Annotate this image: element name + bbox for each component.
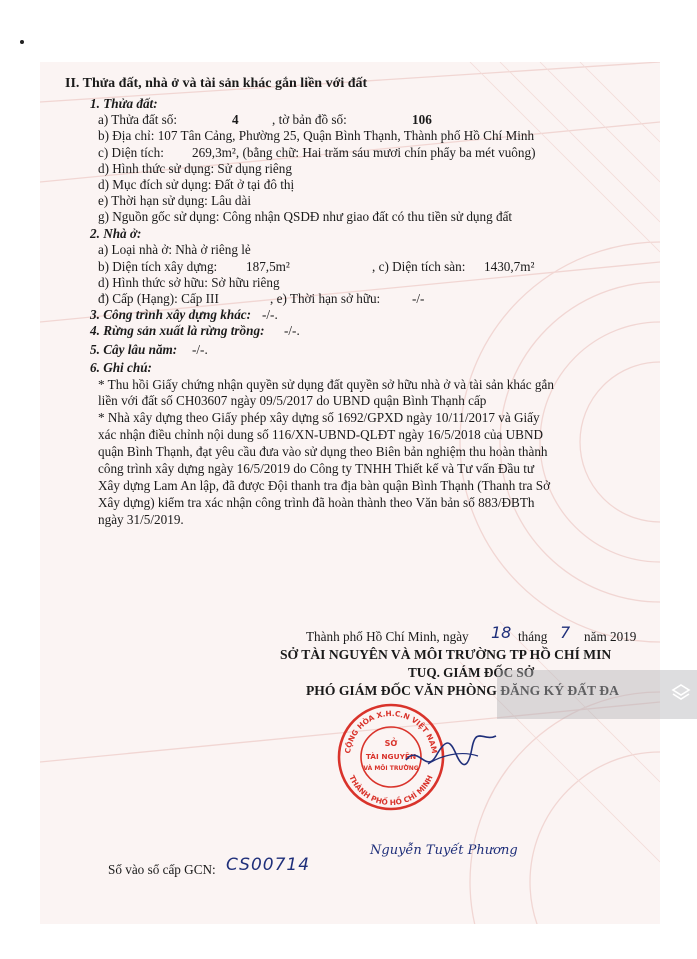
overlay-banner	[497, 670, 697, 719]
signer-name: Nguyễn Tuyết Phương	[370, 843, 518, 858]
note-line: * Thu hồi Giấy chứng nhận quyền sử dụng đất quyền sở hữu nhà ở và tài sản khác gắn	[98, 377, 554, 392]
house-grade: đ) Cấp (Hạng): Cấp III	[98, 291, 219, 306]
land-use-term: e) Thời hạn sử dụng: Lâu dài	[98, 193, 252, 208]
other-construction-value: -/-.	[262, 307, 278, 322]
note-line: Xây dựng) kiểm tra xác nhận công trình đã hoàn thành theo Văn bản số 883/ĐBTh	[98, 495, 535, 510]
house-heading: 2. Nhà ở:	[90, 226, 142, 241]
land-address: b) Địa chỉ: 107 Tân Cảng, Phường 25, Quận Bình Thạnh, Thành phố Hồ Chí Minh	[98, 128, 535, 143]
note-line: * Nhà xây dựng theo Giấy phép xây dựng số 1692/GPXD ngày 10/11/2017 và Giấy	[98, 410, 540, 425]
note-line: liền với đất số CH03607 ngày 09/5/2017 do UBND quận Bình Thạnh cấp	[98, 393, 487, 408]
date-day: 18	[491, 623, 512, 642]
seal-bottom-text: THÀNH PHỐ HỒ CHÍ MINH	[347, 773, 435, 808]
department-name: SỞ TÀI NGUYÊN VÀ MÔI TRƯỜNG TP HỒ CHÍ MIN	[280, 647, 612, 662]
seal-top-text: CỘNG HÒA X.H.C.N VIỆT NAM	[343, 708, 439, 755]
land-parcel-number: 4	[232, 112, 239, 127]
note-line: xác nhận điều chỉnh nội dung số 116/XN-UBND-QLĐT ngày 16/5/2018 của UBND	[98, 427, 544, 442]
note-line: công trình xây dựng ngày 16/5/2019 do Công ty TNHH Thiết kế và Tư vấn Đầu tư	[98, 461, 535, 476]
house-term-value: -/-	[412, 291, 425, 306]
note-line: ngày 31/5/2019.	[98, 512, 184, 527]
land-area-label: c) Diện tích:	[98, 145, 164, 160]
handwritten-signature	[400, 720, 500, 780]
authorization-line: TUQ. GIÁM ĐỐC SỞ	[408, 665, 535, 680]
house-floor-area-label: , c) Diện tích sàn:	[372, 259, 466, 274]
land-heading: 1. Thửa đất:	[90, 96, 158, 111]
forest-label: 4. Rừng sản xuất là rừng trồng:	[90, 323, 265, 338]
note-line: Xây dựng Lam An lập, đã được Đội thanh tra địa bàn quận Bình Thạnh (Thanh tra Sở	[98, 478, 551, 493]
land-map-number: 106	[412, 112, 432, 127]
land-parcel-label: a) Thửa đất số:	[98, 112, 178, 127]
date-month: 7	[560, 623, 571, 642]
trees-label: 5. Cây lâu năm:	[90, 342, 178, 357]
land-map-label: , tờ bản đồ số:	[272, 112, 347, 127]
layers-icon[interactable]	[670, 682, 692, 704]
stray-dot	[20, 40, 24, 44]
land-use-purpose: d) Mục đích sử dụng: Đất ở tại đô thị	[98, 177, 295, 192]
seal-center-line: TÀI NGUYÊN	[365, 752, 417, 761]
house-footprint-value: 187,5m²	[246, 259, 290, 274]
house-floor-area-value: 1430,7m²	[484, 259, 535, 274]
other-construction-label: 3. Công trình xây dựng khác:	[90, 307, 252, 322]
note-line: quận Bình Thạnh, đạt yêu cầu đưa vào sử dụng theo Biên bản nghiệm thu hoàn thành	[98, 444, 548, 459]
house-term-label: , e) Thời hạn sở hữu:	[270, 291, 381, 306]
date-year: năm 2019	[584, 629, 637, 644]
land-use-origin: g) Nguồn gốc sử dụng: Công nhận QSDĐ như giao đất có thu tiền sử dụng đất	[98, 209, 513, 224]
date-prefix: Thành phố Hồ Chí Minh, ngày	[306, 629, 469, 644]
signer-role: PHÓ GIÁM ĐỐC VĂN PHÒNG ĐĂNG KÝ ĐẤT ĐA	[306, 683, 619, 698]
notes-heading: 6. Ghi chú:	[90, 360, 152, 375]
forest-value: -/-.	[284, 323, 300, 338]
gcn-label: Số vào sổ cấp GCN:	[108, 862, 216, 877]
house-ownership: d) Hình thức sở hữu: Sở hữu riêng	[98, 275, 280, 290]
gcn-number: CS00714	[226, 855, 311, 875]
house-type: a) Loại nhà ở: Nhà ở riêng lẻ	[98, 242, 251, 257]
seal-center-line: SỞ	[384, 739, 398, 748]
land-area-value: 269,3m², (bằng chữ: Hai trăm sáu mươi chín phẩy ba mét vuông)	[192, 145, 536, 160]
land-use-form: d) Hình thức sử dụng: Sử dụng riêng	[98, 161, 292, 176]
seal-center-line: VÀ MÔI TRƯỜNG	[363, 765, 419, 772]
trees-value: -/-.	[192, 342, 208, 357]
section-title: II. Thửa đất, nhà ở và tài sản khác gắn liền với đất	[65, 76, 368, 91]
date-month-label: tháng	[518, 629, 548, 644]
house-footprint-label: b) Diện tích xây dựng:	[98, 259, 218, 274]
